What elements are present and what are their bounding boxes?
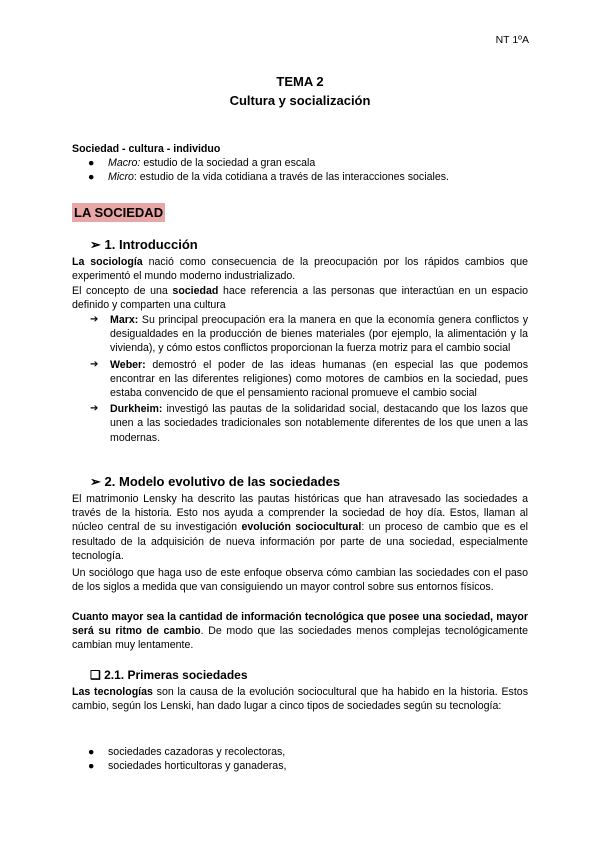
bullet-icon: ●: [88, 760, 95, 773]
author-item-durkheim: [90, 402, 528, 445]
page-title: TEMA 2: [276, 74, 324, 89]
list-item: [72, 759, 286, 773]
author-name: Weber:: [110, 358, 146, 371]
author-text: Su principal preocupación era la manera en que la economía genera conflictos y desigualdades en la producción de bienes materiales (por ejemplo, la alimentación y la vivienda), y cómo estos conflictos proporcionan la fuerza motriz para el cambio social: [110, 314, 528, 355]
intro-list: [72, 156, 449, 184]
bullet-icon: ●: [88, 171, 95, 184]
bold-term: Cuanto mayor sea la cantidad de información tecnológica que posee una sociedad, mayor será su ritmo de cambio: [72, 611, 528, 638]
intro-term: Macro:: [108, 157, 141, 169]
paragraph-sociologia: [72, 255, 528, 283]
heading-modelo-evolutivo: [90, 475, 340, 489]
arrow-icon: ➢: [90, 237, 101, 252]
paragraph-text: . De modo que las sociedades menos complejas tecnológicamente cambian muy lentamente.: [72, 625, 528, 652]
section-heading: LA SOCIEDAD: [74, 205, 164, 220]
paragraph-text: son la causa de la evolución sociocultural que ha habido en la historia. Estos cambio, según los Lenski, han dado lugar a cinco tipos de sociedades según su tecnología:: [72, 686, 528, 713]
page-subtitle: Cultura y socialización: [229, 93, 371, 108]
list-item-text: sociedades cazadoras y recolectoras,: [108, 746, 286, 758]
heading-introduccion: [90, 238, 198, 252]
heading-primeras-sociedades: [90, 668, 248, 682]
bold-term: Las tecnologías: [72, 686, 153, 698]
list-item-text: sociedades horticultoras y ganaderas,: [108, 760, 287, 773]
paragraph-text: El concepto de una: [72, 285, 173, 297]
bold-term: evolución sociocultural: [241, 521, 362, 534]
society-types-list: [72, 745, 286, 773]
intro-heading: Sociedad - cultura - individuo: [72, 143, 221, 155]
arrow-icon: ➢: [90, 474, 101, 489]
intro-term: Micro: [108, 171, 134, 184]
paragraph-lensky: [72, 492, 528, 563]
list-item: [72, 745, 286, 759]
bold-term: La sociología: [72, 256, 143, 268]
intro-text: : estudio de la vida cotidiana a través de las interacciones sociales.: [133, 171, 449, 184]
bullet-icon: ●: [88, 157, 95, 169]
bold-term: sociedad: [172, 285, 219, 297]
list-item: [72, 156, 449, 170]
bullet-icon: ●: [88, 746, 95, 758]
checkbox-icon: ❑: [90, 668, 101, 682]
paragraph-text: nació como consecuencia de la preocupación por los rápidos cambios que experimentó el mundo moderno industrializado.: [72, 256, 529, 283]
author-item-weber: [90, 358, 528, 401]
author-text: demostró el poder de las ideas humanas (en especial las que podemos encontrar en las diferentes religiones) como motores de cambios en la sociedad, pues estaba convencido de que el pensamiento racional promueve el cambio social: [110, 358, 528, 400]
intro-text: estudio de la sociedad a gran escala: [140, 157, 316, 169]
arrow-right-icon: ➔: [90, 403, 99, 415]
author-name: Durkheim:: [110, 403, 163, 416]
paragraph-informacion: [72, 610, 528, 653]
list-item: [72, 170, 449, 184]
author-name: Marx:: [110, 314, 139, 326]
arrow-right-icon: ➔: [90, 358, 99, 370]
paragraph-text: hace referencia a las personas que interactúan en un espacio definido y comparten una cultura: [72, 285, 528, 312]
paragraph-text: : un proceso de cambio que es el resultado de la adquisición de nueva información por parte de una sociedad, especialmente tecnología.: [72, 521, 529, 562]
paragraph-sociologo: [72, 566, 528, 594]
heading-label: 1. Introducción: [104, 237, 198, 252]
paragraph-text: El matrimonio Lensky ha descrito las pautas históricas que han atravesado las sociedades a través de la historia. Esto nos ayuda a comprender la sociedad de hoy día. Estos, llaman al núcleo central de su investigación: [72, 493, 528, 534]
page-corner-label: NT 1ºA: [495, 34, 529, 46]
paragraph-tecnologias: [72, 685, 528, 713]
author-item-marx: [90, 313, 528, 356]
paragraph-sociedad: [72, 284, 528, 312]
arrow-right-icon: ➔: [90, 314, 99, 325]
heading-label: 2.1. Primeras sociedades: [104, 668, 248, 682]
author-text: investigó las pautas de la solidaridad social, destacando que los lazos que unen a las sociedades tradicionales son notablemente diferentes de los que unen a las modernas.: [110, 403, 528, 444]
authors-list: [90, 313, 528, 445]
heading-label: 2. Modelo evolutivo de las sociedades: [104, 474, 341, 489]
paragraph-text: Un sociólogo que haga uso de este enfoque observa cómo cambian las sociedades con el paso de los siglos a medida que van consiguiendo un mayor control sobre sus entornos físicos.: [72, 567, 528, 594]
